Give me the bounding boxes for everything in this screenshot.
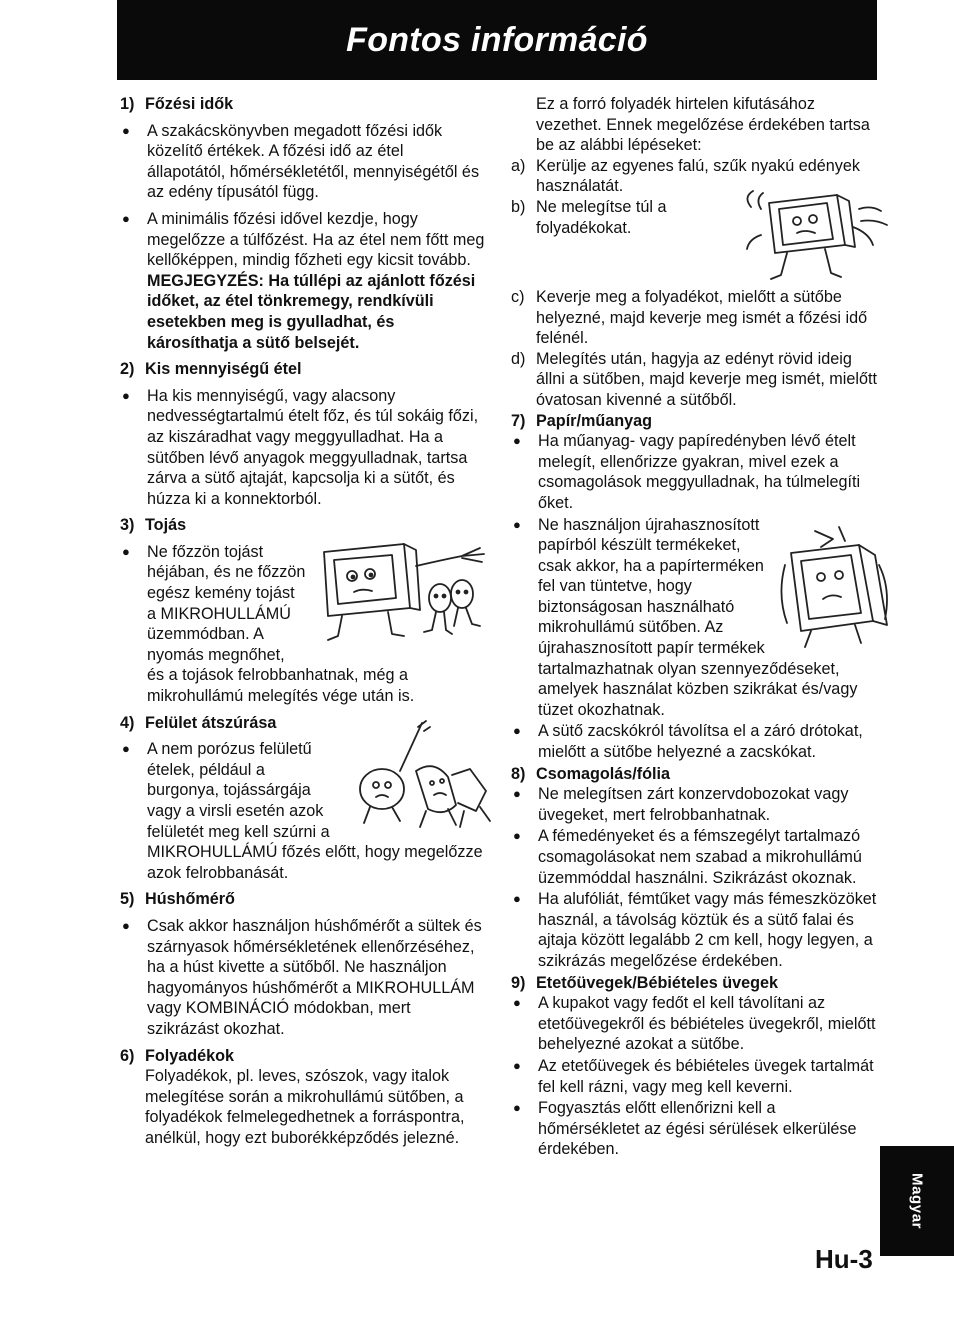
- bullet-dot: ●: [513, 786, 521, 802]
- left-column: [120, 94, 486, 1149]
- right-column: [511, 94, 879, 1161]
- bullet-item: ● A fémedényeket és a fémszegélyt tartalmazó csomagolásokat nem szabad a mikrohullámú üzemmóddal használni. Szikrázást okoznak.: [513, 827, 862, 887]
- section-heading-baby-bottles: 9) Etetőüvegek/Bébiételes üvegek: [511, 973, 779, 992]
- liquids-paragraph: Folyadékok, pl. leves, szószok, vagy italok melegítése során a mikrohullámú sütőben, a folyadékok felmelegedhetnek a forráspontra, anélkül, hogy ezt buborékképződés jelezné.: [145, 1067, 465, 1147]
- section-heading-cooking-times: 1) Főzési idők: [120, 95, 234, 113]
- bullet-dot: ●: [513, 723, 521, 739]
- bullet-item: ● Ne főzzön tojást héjában, és ne főzzön egész kemény tojást a MIKROHULLÁMÚ üzemmódban. A nyomás megnőhet, és a tojások felrobbanhatnak, még a mikrohullámú melegítés vége után is.: [120, 542, 486, 707]
- pierced-egg-icon: [344, 719, 496, 833]
- page-number: Hu-3: [815, 1244, 873, 1274]
- section-heading-paper-plastic: 7) Papír/műanyag: [511, 411, 653, 430]
- bullet-dot: ●: [513, 516, 521, 532]
- bullet-item: ● A kupakot vagy fedőt el kell távolítani az etetőüvegekről és bébiételes üvegekről, mielőtt behelyezné azokat a sütőbe.: [513, 994, 876, 1054]
- bullet-dot: ●: [122, 387, 130, 403]
- bullet-item: ● Csak akkor használjon húshőmérőt a sültek és szárnyasok hőmérsékletének ellenőrzéséhez, ha a húst kivette a sütőből. Ne használjon hagyományos húshőmérőt a MIKROHULLÁM vagy KOMBINÁCIÓ módokban, mert szikrázást okozhat.: [122, 916, 482, 1038]
- step-item: c) Keverje meg a folyadékot, mielőtt a sütőbe helyezné, majd keverje meg ismét a főzési idő felénél.: [511, 287, 868, 348]
- bullet-dot: ●: [122, 210, 130, 226]
- language-tab: Magyar: [880, 1146, 954, 1256]
- section-heading-liquids: 6) Folyadékok: [120, 1046, 235, 1065]
- bullet-dot: ●: [513, 433, 521, 449]
- section-heading-small-quantity: 2) Kis mennyiségű étel: [120, 360, 302, 379]
- section-heading-eggs: 3) Tojás: [120, 516, 187, 535]
- bullet-item: ● Az etetőüvegek és bébiételes üvegek tartalmát fel kell rázni, vagy meg kell keverni.: [513, 1056, 874, 1096]
- bullet-dot: ●: [122, 122, 130, 138]
- oven-pointing-icon: [312, 538, 498, 650]
- bullet-item: ● Ne melegítsen zárt konzervdobozokat vagy üvegeket, mert felrobbanhatnak.: [513, 785, 849, 824]
- bullet-dot: ●: [513, 995, 521, 1011]
- bullet-dot: ●: [122, 917, 130, 933]
- bullet-item: ● Ha kis mennyiségű, vagy alacsony nedvességtartalmú ételt főz, és túl sokáig főzi, az kiszáradhat vagy meggyulladhat. Ha a sütőben lévő anyagok meggyulladnak, tartsa zárva a sütő ajtaját, kapcsolja ki a sütőt, és húzza ki a konnektorból.: [122, 386, 479, 508]
- bullet-item: ● Ne használjon újrahasznosított papírból készült termékeket, csak akkor, ha a papírterméken fel van tüntetve, hogy biztonságosan használható mikrohullámú sütőben. Az újrahasznosított papír termékek tartalmazhatnak olyan szennyeződéseket, amelyek használat közben szikrákat és/vagy tüzet okozhatnak.: [511, 515, 879, 721]
- step-item: d) Melegítés után, hagyja az edényt rövid ideig állni a sütőben, majd keverje meg ismét, mielőtt óvatosan kivenné a sütőből.: [511, 349, 877, 409]
- warning-note: MEGJEGYZÉS: Ha túllépi az ajánlott főzési időket, az étel tönkremegy, rendkívüli esetekben meg is gyulladhat, és károsíthatja a sütő belsejét.: [147, 271, 476, 352]
- bullet-dot: ●: [513, 1100, 521, 1116]
- section-heading-piercing: 4) Felület átszúrása: [120, 713, 277, 732]
- step-item: b) Ne melegítse túl a folyadékokat.: [511, 197, 879, 287]
- page-title: Fontos információ: [346, 20, 648, 59]
- bullet-item: ● Fogyasztás előtt ellenőrizni kell a hőmérsékletet az égési sérülések elkerülése érdekében.: [513, 1099, 857, 1159]
- bullet-item: ● A nem porózus felületű ételek, például a burgonya, tojássárgája vagy a virsli esetén azok felületét meg kell szúrni a MIKROHULLÁMÚ főzés előtt, hogy megelőzze azok felrobbanását.: [120, 739, 486, 883]
- section-heading-meat-thermometer: 5) Húshőmérő: [120, 890, 235, 909]
- bullet-dot: ●: [513, 891, 521, 907]
- bullet-item: ● Ha műanyag- vagy papíredényben lévő ételt melegít, ellenőrizze gyakran, mivel ezek a csomagolások meggyulladnak, ha túlmelegíti őket.: [513, 432, 861, 512]
- bullet-item: ● Ha alufóliát, fémtűket vagy más fémeszközöket használ, a távolság köztük és a sütő falai és ajtaja között legalább 2 cm kell, hogy legyen, a szikrázás megelőzése érdekében.: [513, 890, 877, 970]
- bullet-dot: ●: [513, 1057, 521, 1073]
- bullet-item: ● A minimális főzési idővel kezdje, hogy megelőzze a túlfőzést. Ha az étel nem főtt meg kellőképpen, mindig főzheti egy kicsit tovább. MEGJEGYZÉS: Ha túllépi az ajánlott főzési időket, az étel tönkremegy, rendkívüli esetekben meg is gyulladhat, és károsíthatja a sütő belsejét.: [122, 209, 485, 352]
- section-heading-packaging-foil: 8) Csomagolás/fólia: [511, 764, 671, 783]
- bullet-item: ● A sütő zacskókról távolítsa el a záró drótokat, mielőtt a sütőbe helyezné a zacskókat.: [513, 722, 863, 762]
- steaming-oven-icon: [741, 187, 893, 287]
- bullet-dot: ●: [122, 543, 130, 559]
- bullet-dot: ●: [513, 828, 521, 844]
- worried-oven-icon: [775, 525, 893, 651]
- bullet-item: ● A szakácskönyvben megadott főzési idők közelítő értékek. A főzési idő az étel állapotától, hőmérsékletétől, mennyiségétől és az edény típusától függ.: [122, 121, 480, 202]
- bullet-dot: ●: [122, 741, 130, 757]
- liquids-intro: Ez a forró folyadék hirtelen kifutásához vezethet. Ennek megelőzése érdekében tartsa be az alábbi lépéseket:: [536, 95, 870, 155]
- step-item: a) Kerülje az egyenes falú, szűk nyakú edények használatát.: [511, 156, 860, 196]
- page-header: [117, 0, 877, 80]
